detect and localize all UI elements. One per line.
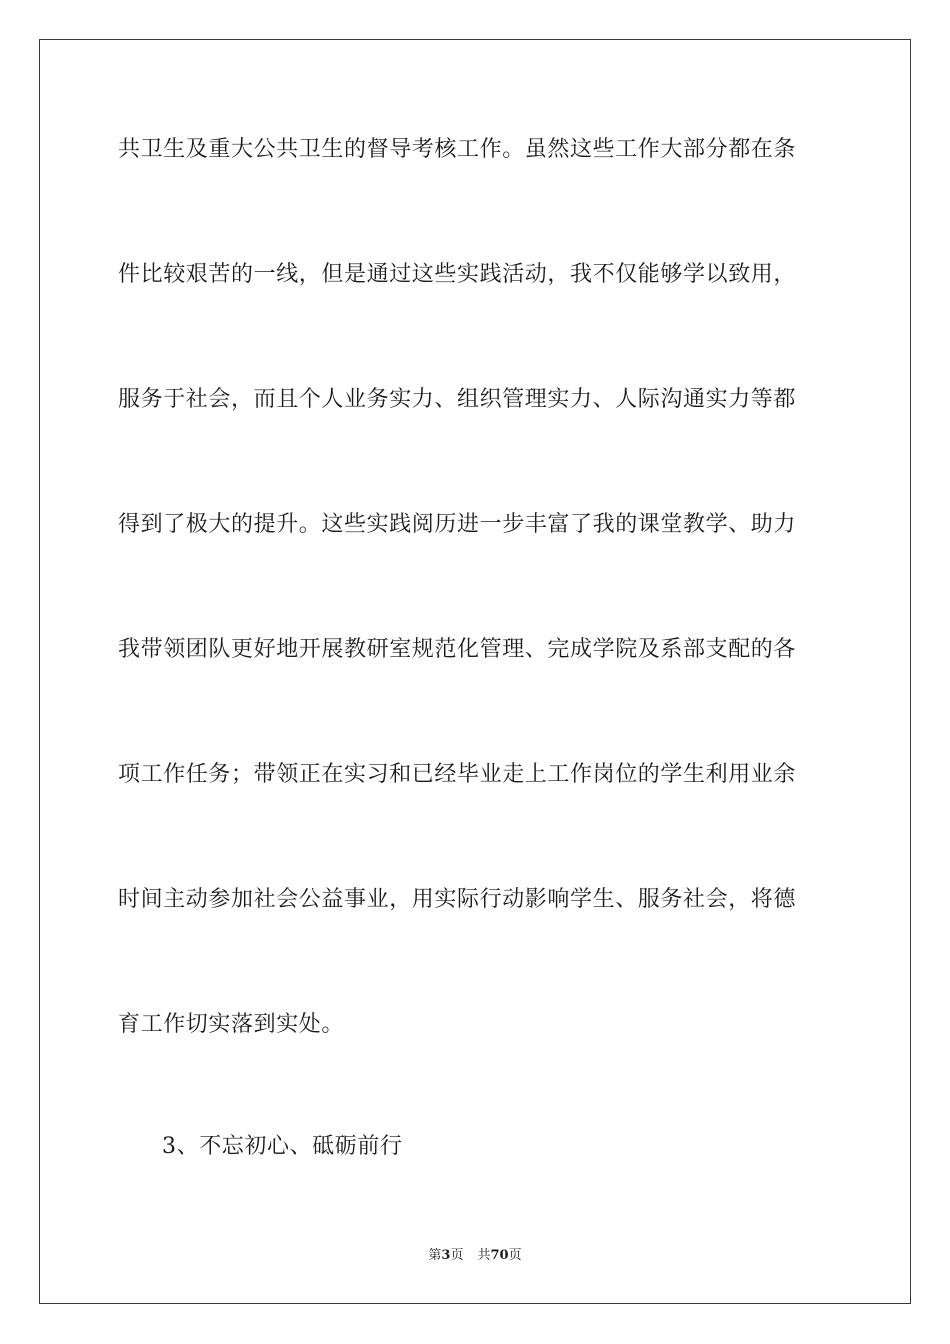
page-footer	[0, 1247, 950, 1265]
paragraph-line: 项工作任务；带领正在实习和已经毕业走上工作岗位的学生利用业余	[118, 762, 797, 787]
total-pages: 70	[490, 1248, 509, 1263]
page-number: 3	[441, 1248, 451, 1263]
paragraph-line: 我带领团队更好地开展教研室规范化管理、完成学院及系部支配的各	[118, 637, 797, 662]
paragraph-line: 时间主动参加社会公益事业，用实际行动影响学生、服务社会，将德	[118, 887, 797, 912]
section-heading: 3、不忘初心、砥砺前行	[162, 1134, 403, 1159]
page-prefix: 第	[428, 1248, 442, 1263]
paragraph-line: 得到了极大的提升。这些实践阅历进一步丰富了我的课堂教学、助力	[118, 512, 797, 537]
paragraph-line: 服务于社会，而且个人业务实力、组织管理实力、人际沟通实力等都	[118, 387, 797, 412]
total-prefix: 共	[477, 1248, 491, 1263]
page-suffix: 页	[450, 1248, 464, 1263]
total-suffix: 页	[508, 1248, 522, 1263]
paragraph-line: 件比较艰苦的一线，但是通过这些实践活动，我不仅能够学以致用，	[118, 262, 797, 287]
paragraph-line: 育工作切实落到实处。	[118, 1012, 345, 1037]
paragraph-line: 共卫生及重大公共卫生的督导考核工作。虽然这些工作大部分都在条	[118, 137, 797, 162]
page-border	[39, 39, 911, 1304]
